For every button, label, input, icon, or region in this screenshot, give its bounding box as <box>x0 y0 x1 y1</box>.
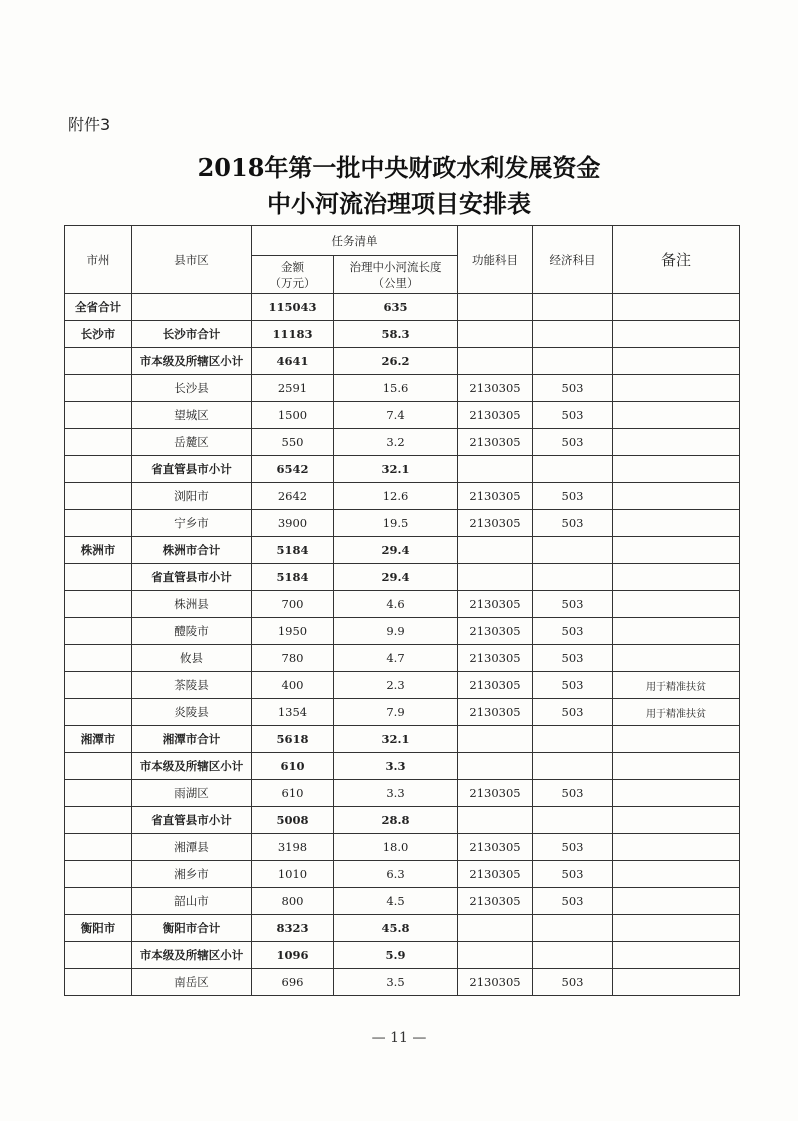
table-row <box>65 861 740 888</box>
cell-function-subject: 2130305 <box>458 510 533 537</box>
cell-function-subject: 2130305 <box>458 969 533 996</box>
cell-function-subject <box>458 753 533 780</box>
cell-county: 南岳区 <box>132 969 252 996</box>
cell-function-subject: 2130305 <box>458 402 533 429</box>
cell-function-subject: 2130305 <box>458 429 533 456</box>
document-title-line-2: 中小河流治理项目安排表 <box>267 189 531 218</box>
cell-length: 2.3 <box>334 672 458 699</box>
cell-amount: 5184 <box>252 564 334 591</box>
cell-city <box>65 645 132 672</box>
cell-length: 29.4 <box>334 537 458 564</box>
cell-economic-subject: 503 <box>533 429 613 456</box>
cell-amount: 5618 <box>252 726 334 753</box>
cell-remark <box>613 942 740 969</box>
cell-function-subject: 2130305 <box>458 780 533 807</box>
table-row <box>65 780 740 807</box>
cell-amount: 550 <box>252 429 334 456</box>
cell-amount: 8323 <box>252 915 334 942</box>
header-remark: 备注 <box>613 226 740 294</box>
cell-county: 省直管县市小计 <box>132 564 252 591</box>
table-row <box>65 672 740 699</box>
cell-city: 湘潭市 <box>65 726 132 753</box>
table-row <box>65 456 740 483</box>
document-title-line-1: 2018年第一批中央财政水利发展资金 <box>197 153 601 182</box>
cell-length: 3.5 <box>334 969 458 996</box>
table-row <box>65 321 740 348</box>
cell-remark <box>613 618 740 645</box>
table-row <box>65 375 740 402</box>
cell-function-subject <box>458 915 533 942</box>
cell-function-subject: 2130305 <box>458 834 533 861</box>
cell-function-subject: 2130305 <box>458 483 533 510</box>
cell-function-subject <box>458 456 533 483</box>
cell-length: 9.9 <box>334 618 458 645</box>
cell-function-subject <box>458 348 533 375</box>
cell-remark <box>613 591 740 618</box>
cell-length: 15.6 <box>334 375 458 402</box>
cell-length: 3.3 <box>334 753 458 780</box>
cell-county: 省直管县市小计 <box>132 456 252 483</box>
cell-function-subject <box>458 537 533 564</box>
cell-remark <box>613 537 740 564</box>
cell-length: 4.7 <box>334 645 458 672</box>
cell-city <box>65 888 132 915</box>
cell-length: 4.5 <box>334 888 458 915</box>
table-row <box>65 537 740 564</box>
cell-economic-subject <box>533 807 613 834</box>
cell-length: 7.9 <box>334 699 458 726</box>
cell-amount: 696 <box>252 969 334 996</box>
table-row <box>65 591 740 618</box>
table-row <box>65 969 740 996</box>
cell-amount: 3900 <box>252 510 334 537</box>
cell-remark <box>613 834 740 861</box>
cell-function-subject: 2130305 <box>458 888 533 915</box>
cell-length: 28.8 <box>334 807 458 834</box>
cell-county: 湘潭市合计 <box>132 726 252 753</box>
cell-city <box>65 780 132 807</box>
cell-length: 5.9 <box>334 942 458 969</box>
header-amount-unit: （万元） <box>269 275 316 290</box>
cell-county: 长沙市合计 <box>132 321 252 348</box>
cell-city <box>65 834 132 861</box>
cell-city <box>65 969 132 996</box>
cell-economic-subject: 503 <box>533 780 613 807</box>
table-row <box>65 564 740 591</box>
cell-length: 26.2 <box>334 348 458 375</box>
cell-city <box>65 510 132 537</box>
cell-remark <box>613 456 740 483</box>
cell-amount: 610 <box>252 753 334 780</box>
cell-remark <box>613 969 740 996</box>
table-row <box>65 348 740 375</box>
cell-amount: 2642 <box>252 483 334 510</box>
cell-amount: 2591 <box>252 375 334 402</box>
header-amount <box>252 256 334 294</box>
cell-city <box>65 618 132 645</box>
attachment-label: 附件3 <box>68 115 111 134</box>
table-row <box>65 294 740 321</box>
cell-remark <box>613 807 740 834</box>
cell-county: 市本级及所辖区小计 <box>132 753 252 780</box>
cell-economic-subject: 503 <box>533 969 613 996</box>
cell-amount: 6542 <box>252 456 334 483</box>
cell-remark: 用于精准扶贫 <box>613 672 740 699</box>
cell-function-subject: 2130305 <box>458 699 533 726</box>
cell-length: 12.6 <box>334 483 458 510</box>
cell-city <box>65 753 132 780</box>
cell-remark <box>613 429 740 456</box>
cell-county: 株洲县 <box>132 591 252 618</box>
cell-city <box>65 348 132 375</box>
cell-city <box>65 591 132 618</box>
table-row <box>65 942 740 969</box>
cell-county: 市本级及所辖区小计 <box>132 348 252 375</box>
cell-remark: 用于精准扶贫 <box>613 699 740 726</box>
cell-remark <box>613 564 740 591</box>
cell-amount: 115043 <box>252 294 334 321</box>
cell-city <box>65 861 132 888</box>
cell-economic-subject: 503 <box>533 888 613 915</box>
cell-function-subject: 2130305 <box>458 861 533 888</box>
cell-county: 望城区 <box>132 402 252 429</box>
table-row <box>65 753 740 780</box>
cell-remark <box>613 780 740 807</box>
cell-economic-subject <box>533 942 613 969</box>
cell-amount: 700 <box>252 591 334 618</box>
cell-city <box>65 672 132 699</box>
header-task-list: 任务清单 <box>252 226 458 256</box>
cell-city: 株洲市 <box>65 537 132 564</box>
cell-county: 醴陵市 <box>132 618 252 645</box>
table-row <box>65 834 740 861</box>
cell-amount: 11183 <box>252 321 334 348</box>
cell-remark <box>613 321 740 348</box>
cell-remark <box>613 726 740 753</box>
cell-economic-subject <box>533 348 613 375</box>
cell-county: 株洲市合计 <box>132 537 252 564</box>
cell-city <box>65 429 132 456</box>
cell-economic-subject <box>533 726 613 753</box>
cell-amount: 3198 <box>252 834 334 861</box>
page-number: — 11 — <box>371 1030 427 1046</box>
table-row <box>65 483 740 510</box>
cell-remark <box>613 375 740 402</box>
cell-economic-subject: 503 <box>533 861 613 888</box>
cell-economic-subject <box>533 294 613 321</box>
cell-function-subject <box>458 321 533 348</box>
header-amount-label: 金额 <box>281 259 304 274</box>
cell-county: 雨湖区 <box>132 780 252 807</box>
header-length <box>334 256 458 294</box>
table-row <box>65 510 740 537</box>
table-row <box>65 807 740 834</box>
cell-length: 7.4 <box>334 402 458 429</box>
table-row <box>65 645 740 672</box>
cell-remark <box>613 888 740 915</box>
header-function-subject: 功能科目 <box>458 226 533 294</box>
cell-remark <box>613 402 740 429</box>
cell-city <box>65 483 132 510</box>
cell-economic-subject: 503 <box>533 591 613 618</box>
cell-amount: 1950 <box>252 618 334 645</box>
cell-length: 19.5 <box>334 510 458 537</box>
cell-length: 32.1 <box>334 726 458 753</box>
cell-amount: 1500 <box>252 402 334 429</box>
cell-function-subject <box>458 807 533 834</box>
table-body <box>65 294 740 996</box>
header-length-unit: （公里） <box>372 275 419 290</box>
cell-function-subject: 2130305 <box>458 375 533 402</box>
cell-length: 45.8 <box>334 915 458 942</box>
cell-city <box>65 375 132 402</box>
cell-amount: 4641 <box>252 348 334 375</box>
table-row <box>65 726 740 753</box>
cell-economic-subject <box>533 564 613 591</box>
cell-length: 4.6 <box>334 591 458 618</box>
cell-remark <box>613 861 740 888</box>
cell-city <box>65 402 132 429</box>
cell-remark <box>613 348 740 375</box>
header-county: 县市区 <box>132 226 252 294</box>
header-length-label: 治理中小河流长度 <box>349 259 442 274</box>
cell-city: 全省合计 <box>65 294 132 321</box>
cell-county: 宁乡市 <box>132 510 252 537</box>
cell-length: 3.3 <box>334 780 458 807</box>
cell-amount: 1096 <box>252 942 334 969</box>
cell-economic-subject: 503 <box>533 618 613 645</box>
cell-economic-subject: 503 <box>533 699 613 726</box>
cell-function-subject <box>458 942 533 969</box>
cell-city <box>65 807 132 834</box>
cell-remark <box>613 753 740 780</box>
cell-county: 省直管县市小计 <box>132 807 252 834</box>
cell-economic-subject: 503 <box>533 402 613 429</box>
cell-economic-subject <box>533 321 613 348</box>
cell-remark <box>613 483 740 510</box>
cell-county: 茶陵县 <box>132 672 252 699</box>
cell-county: 长沙县 <box>132 375 252 402</box>
cell-length: 6.3 <box>334 861 458 888</box>
cell-length: 32.1 <box>334 456 458 483</box>
cell-economic-subject: 503 <box>533 834 613 861</box>
cell-county: 市本级及所辖区小计 <box>132 942 252 969</box>
table-row <box>65 429 740 456</box>
cell-county: 韶山市 <box>132 888 252 915</box>
cell-economic-subject: 503 <box>533 375 613 402</box>
header-city: 市州 <box>65 226 132 294</box>
table-row <box>65 699 740 726</box>
cell-amount: 5008 <box>252 807 334 834</box>
cell-city <box>65 456 132 483</box>
cell-amount: 1010 <box>252 861 334 888</box>
cell-economic-subject: 503 <box>533 672 613 699</box>
cell-function-subject <box>458 564 533 591</box>
allocation-table <box>64 225 740 996</box>
table-row <box>65 618 740 645</box>
cell-amount: 800 <box>252 888 334 915</box>
cell-remark <box>613 915 740 942</box>
cell-county: 炎陵县 <box>132 699 252 726</box>
header-economic-subject: 经济科目 <box>533 226 613 294</box>
cell-length: 18.0 <box>334 834 458 861</box>
cell-county: 攸县 <box>132 645 252 672</box>
cell-amount: 400 <box>252 672 334 699</box>
table-row <box>65 888 740 915</box>
cell-function-subject <box>458 726 533 753</box>
cell-function-subject: 2130305 <box>458 645 533 672</box>
cell-length: 58.3 <box>334 321 458 348</box>
cell-city: 衡阳市 <box>65 915 132 942</box>
cell-county: 岳麓区 <box>132 429 252 456</box>
cell-economic-subject <box>533 537 613 564</box>
cell-length: 29.4 <box>334 564 458 591</box>
cell-economic-subject <box>533 915 613 942</box>
cell-county <box>132 294 252 321</box>
cell-economic-subject: 503 <box>533 645 613 672</box>
cell-amount: 610 <box>252 780 334 807</box>
cell-function-subject: 2130305 <box>458 672 533 699</box>
cell-remark <box>613 294 740 321</box>
cell-function-subject: 2130305 <box>458 591 533 618</box>
cell-amount: 5184 <box>252 537 334 564</box>
cell-economic-subject: 503 <box>533 483 613 510</box>
cell-remark <box>613 645 740 672</box>
cell-county: 湘潭县 <box>132 834 252 861</box>
cell-city <box>65 699 132 726</box>
cell-city: 长沙市 <box>65 321 132 348</box>
cell-amount: 1354 <box>252 699 334 726</box>
cell-county: 湘乡市 <box>132 861 252 888</box>
table-row <box>65 915 740 942</box>
cell-city <box>65 942 132 969</box>
cell-function-subject: 2130305 <box>458 618 533 645</box>
table-row <box>65 402 740 429</box>
cell-economic-subject <box>533 753 613 780</box>
cell-economic-subject <box>533 456 613 483</box>
cell-remark <box>613 510 740 537</box>
cell-function-subject <box>458 294 533 321</box>
cell-length: 3.2 <box>334 429 458 456</box>
cell-amount: 780 <box>252 645 334 672</box>
cell-economic-subject: 503 <box>533 510 613 537</box>
cell-length: 635 <box>334 294 458 321</box>
cell-county: 衡阳市合计 <box>132 915 252 942</box>
cell-city <box>65 564 132 591</box>
cell-county: 浏阳市 <box>132 483 252 510</box>
